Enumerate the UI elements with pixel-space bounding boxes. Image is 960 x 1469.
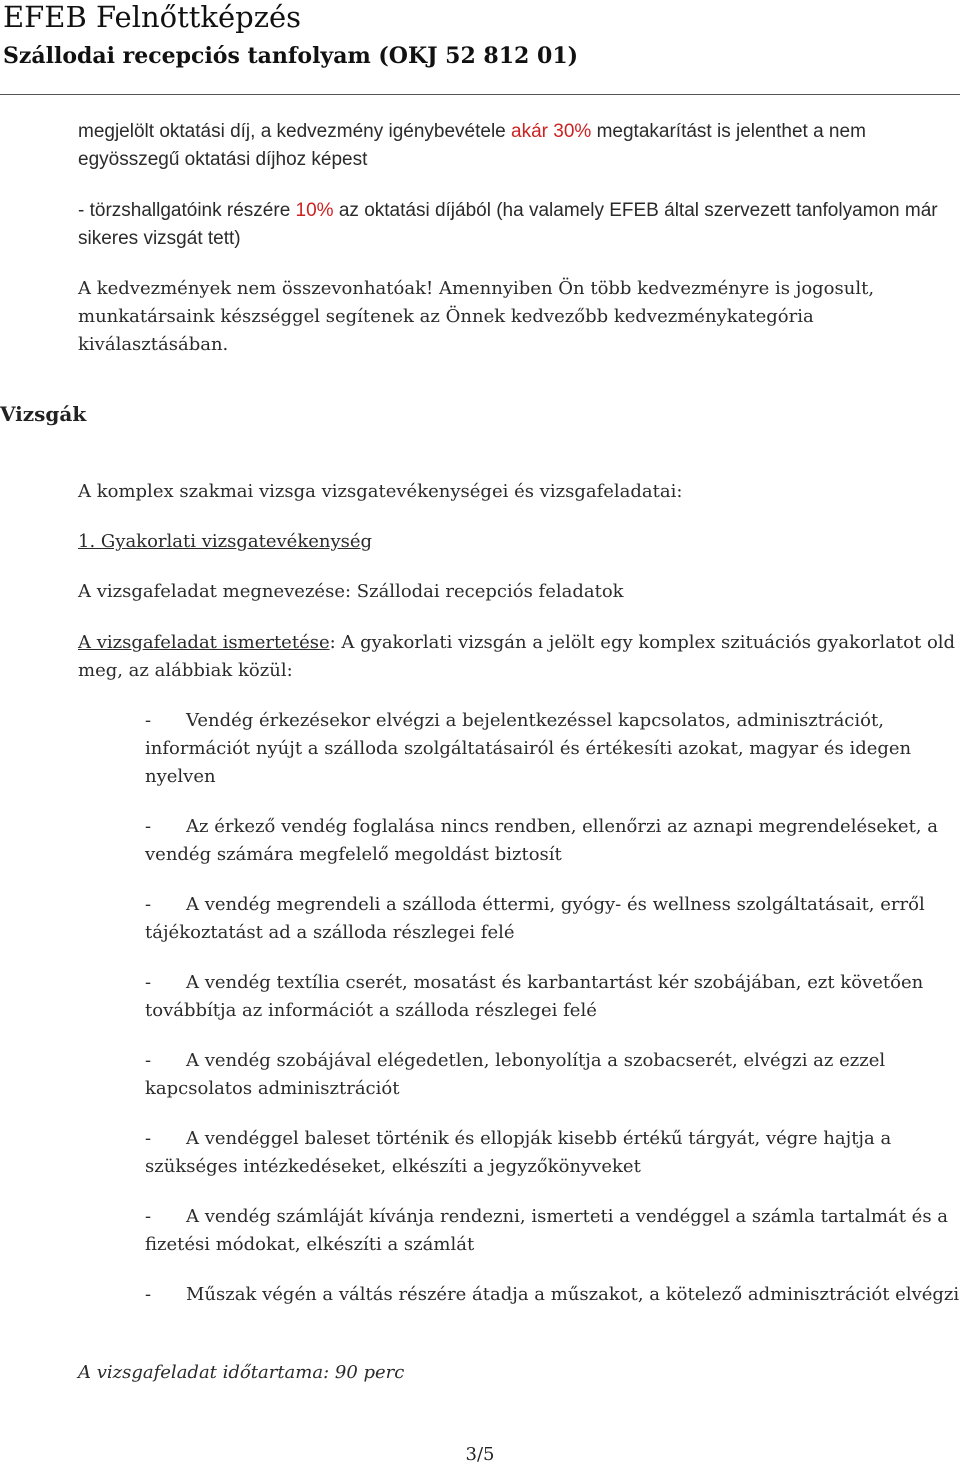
- list-item: - A vendég szobájával elégedetlen, lebonyolítja a szobacserét, elvégzi az ezzel kapcsolatos adminisztrációt: [145, 1050, 886, 1099]
- discount-note: A kedvezmények nem összevonhatóak! Amennyiben Ön több kedvezményre is jogosult, munkatársaink készséggel segítenek az Önnek kedvezőbb kedvezménykategória kiválasztásában.: [78, 278, 875, 355]
- site-title: EFEB Felnőttképzés: [3, 0, 302, 34]
- list-item: - A vendéggel baleset történik és ellopják kisebb értékű tárgyát, végre hajtja a szükséges intézkedéseket, elkészíti a jegyzőkönyveket: [145, 1128, 892, 1177]
- exam-intro: A komplex szakmai vizsga vizsgatevékenységei és vizsgafeladatai:: [78, 481, 683, 502]
- activity-title: 1. Gyakorlati vizsgatevékenység: [78, 531, 373, 552]
- list-item: - Az érkező vendég foglalása nincs rendben, ellenőrzi az aznapi megrendeléseket, a vendég számára megfelelő megoldást biztosít: [145, 816, 938, 865]
- page-number: 3/5: [465, 1444, 495, 1465]
- p1-text-a: megjelölt oktatási díj, a kedvezmény igénybevétele: [78, 121, 512, 142]
- list-item: - A vendég megrendeli a szálloda éttermi, gyógy- és wellness szolgáltatásait, erről tájékoztatást ad a szálloda részlegei felé: [145, 894, 925, 943]
- list-item: - Vendég érkezésekor elvégzi a bejelentkezéssel kapcsolatos, adminisztrációt, információt nyújt a szálloda szolgáltatásairól és értékesíti azokat, magyar és idegen nyelven: [145, 710, 912, 787]
- course-title: Szállodai recepciós tanfolyam (OKJ 52 812 01): [3, 43, 579, 69]
- p2-text-b: az oktatási díjából (ha valamely EFEB által szervezett tanfolyamon már sikeres vizsgát tett): [78, 200, 938, 249]
- discount-paragraph-1: [78, 118, 958, 174]
- task-name: A vizsgafeladat megnevezése: Szállodai recepciós feladatok: [78, 581, 624, 602]
- section-heading-exams: Vizsgák: [0, 402, 87, 426]
- exam-duration: A vizsgafeladat időtartama: 90 perc: [78, 1362, 405, 1383]
- page-header: [0, 0, 960, 95]
- discount-paragraph-2: [78, 197, 958, 253]
- list-item: - A vendég számláját kívánja rendezni, ismerteti a vendéggel a számla tartalmát és a fizetési módokat, elkészíti a számlát: [145, 1206, 949, 1255]
- task-description: [78, 629, 958, 685]
- p1-highlight: akár 30%: [511, 121, 592, 142]
- p1-text-b: megtakarítást is jelenthet a nem egyösszegű oktatási díjhoz képest: [78, 121, 866, 170]
- list-item: - Műszak végén a váltás részére átadja a műszakot, a kötelező adminisztrációt elvégzi: [145, 1284, 960, 1305]
- task-desc-text: : A gyakorlati vizsgán a jelölt egy komplex szituációs gyakorlatot old meg, az alábbiak közül:: [78, 632, 956, 681]
- p2-text-a: - törzshallgatóink részére: [78, 200, 296, 221]
- task-desc-label: A vizsgafeladat ismertetése: [78, 632, 330, 653]
- p2-highlight: 10%: [295, 200, 334, 221]
- list-item: - A vendég textília cserét, mosatást és karbantartást kér szobájában, ezt követően továbbítja az információt a szálloda részlegei felé: [145, 972, 924, 1021]
